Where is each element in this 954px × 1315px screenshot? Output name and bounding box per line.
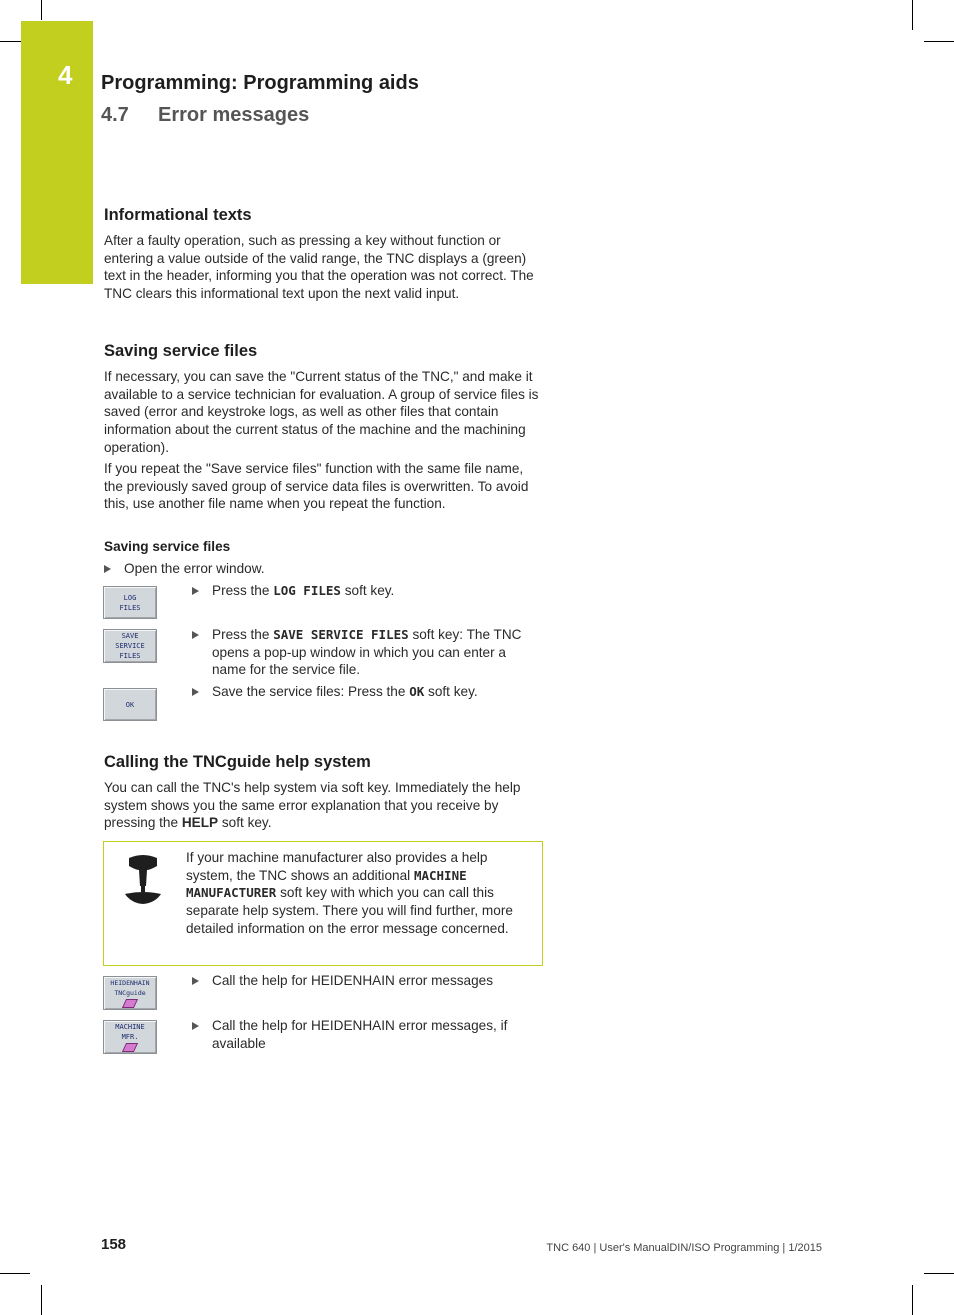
softkey-reference: HELP	[181, 815, 219, 831]
arrow-right-icon	[192, 1022, 199, 1030]
crop-mark	[41, 0, 42, 20]
heidenhain-tncguide-softkey[interactable]	[103, 976, 157, 1010]
machine-manufacturer-icon	[123, 852, 163, 906]
service-files-paragraph-1: If necessary, you can save the "Current status of the TNC," and make it available to a service technician for evaluation. A group of service files is saved (error and keystroke logs, as well as other files that contain information about the current status of the machine and the machining operation).	[104, 369, 539, 455]
tncguide-heading: Calling the TNCguide help system	[104, 753, 371, 771]
footer-text: TNC 640 | User's ManualDIN/ISO Programming | 1/2015	[546, 1242, 822, 1254]
softkey-reference: MACHINE MANUFACTURER	[186, 867, 467, 901]
arrow-right-icon	[192, 688, 199, 696]
softkey-reference: OK	[409, 684, 425, 699]
book-icon	[122, 999, 138, 1008]
chapter-tab	[21, 21, 93, 284]
log-files-softkey[interactable]	[103, 586, 157, 619]
softkey-label: MACHINE	[115, 1023, 145, 1031]
paragraph-text: soft key.	[218, 815, 272, 831]
machine-mfr-softkey[interactable]	[103, 1020, 157, 1054]
softkey-label: SERVICE	[115, 642, 145, 650]
book-icon	[122, 1043, 138, 1052]
page-number: 158	[101, 1236, 127, 1253]
softkey-label: HEIDENHAIN	[110, 979, 150, 987]
note-text	[186, 849, 536, 938]
step-text: Call the help for HEIDENHAIN error messages	[212, 973, 494, 988]
crop-mark	[0, 1273, 30, 1274]
arrow-right-icon	[104, 565, 111, 573]
step-log-files	[192, 582, 542, 600]
chapter-number: 4	[58, 60, 73, 90]
note-text-part: If your machine manufacturer also provides a help system, the TNC shows an additional	[186, 850, 488, 883]
note-text-part: soft key with which you can call this separate help system. There you will find further, more detailed information on the error message concerned.	[186, 885, 513, 936]
informational-heading: Informational texts	[104, 206, 252, 224]
section-title: Error messages	[158, 104, 310, 126]
chapter-title: Programming: Programming aids	[101, 72, 419, 94]
step-text: soft key: The TNC opens a pop-up window in which you can enter a name for the service file.	[212, 627, 522, 678]
crop-mark	[924, 1273, 954, 1274]
softkey-label: SAVE	[121, 632, 139, 640]
crop-mark	[924, 41, 954, 42]
arrow-right-icon	[192, 977, 199, 985]
step-text: Press the	[212, 583, 274, 598]
crop-mark	[0, 41, 21, 42]
softkey-label: FILES	[119, 603, 141, 612]
paragraph-text: You can call the TNC's help system via soft key. Immediately the help system shows you the same error explanation that you receive by pressing the	[104, 780, 521, 831]
step-open-error-window	[104, 560, 534, 578]
crop-mark	[41, 1285, 42, 1315]
step-heidenhain-help	[192, 972, 542, 990]
softkey-reference: LOG FILES	[273, 583, 341, 598]
crop-mark	[912, 0, 913, 30]
step-machine-help	[192, 1017, 542, 1052]
step-text: Call the help for HEIDENHAIN error messages, if available	[212, 1018, 508, 1051]
step-ok	[192, 683, 542, 701]
softkey-label: TNCguide	[114, 989, 146, 997]
step-text: soft key.	[340, 583, 395, 598]
service-files-subheading: Saving service files	[104, 539, 231, 554]
section-number: 4.7	[101, 104, 129, 126]
arrow-right-icon	[192, 587, 199, 595]
step-text: soft key.	[424, 684, 478, 699]
step-text: Open the error window.	[124, 561, 265, 576]
step-save-service-files	[192, 626, 542, 679]
softkey-label: OK	[125, 700, 135, 709]
save-service-files-softkey[interactable]	[103, 629, 157, 663]
crop-mark	[912, 1285, 913, 1315]
softkey-label: FILES	[119, 652, 141, 660]
tncguide-paragraph	[104, 779, 544, 832]
softkey-label: MFR.	[121, 1033, 139, 1041]
ok-softkey[interactable]	[103, 688, 157, 721]
arrow-right-icon	[192, 631, 199, 639]
step-text: Save the service files: Press the	[212, 684, 410, 699]
service-files-heading: Saving service files	[104, 342, 258, 360]
step-text: Press the	[212, 627, 274, 642]
informational-paragraph: After a faulty operation, such as pressing a key without function or entering a value outside of the valid range, the TNC displays a (green) text in the header, informing you that the operation was not correct. The TNC clears this informational text upon the next valid input.	[104, 233, 534, 302]
softkey-reference: SAVE SERVICE FILES	[273, 627, 409, 642]
service-files-paragraph-2: If you repeat the "Save service files" function with the same file name, the previously saved group of service data files is overwritten. To avoid this, use another file name when you repeat the function.	[104, 461, 529, 512]
softkey-label: LOG	[123, 593, 137, 602]
